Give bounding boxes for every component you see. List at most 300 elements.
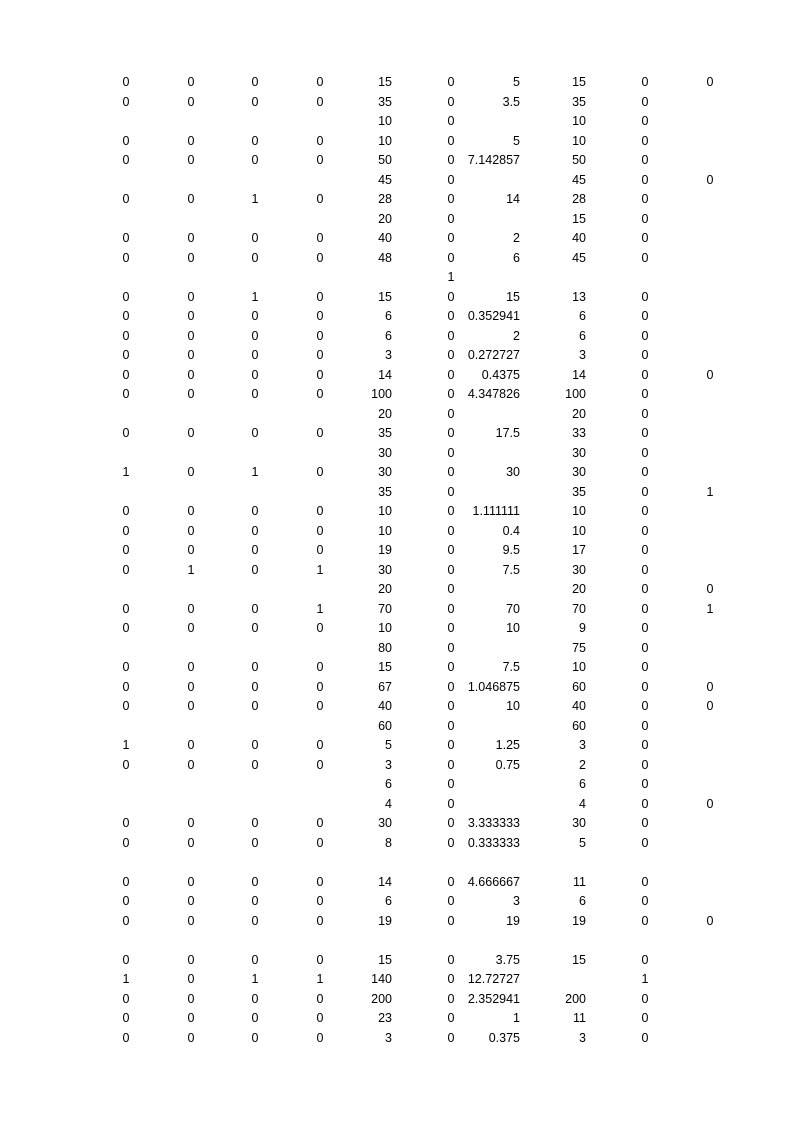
table-cell: 23 <box>378 1011 392 1025</box>
table-cell: 0 <box>641 387 649 401</box>
table-row <box>0 756 800 776</box>
table-cell: 0 <box>447 757 455 772</box>
table-row <box>0 424 800 444</box>
table-cell <box>695 346 725 366</box>
table-cell: 0 <box>122 952 130 967</box>
table-cell <box>695 775 725 795</box>
table-cell: 0 <box>187 757 195 772</box>
table-cell: 0 <box>187 874 195 889</box>
table-cell: 0 <box>641 913 649 928</box>
table-cell: 0 <box>447 94 455 109</box>
table-cell: 0 <box>447 874 455 889</box>
table-cell: 6 <box>513 250 520 265</box>
table-cell: 15 <box>572 211 586 226</box>
table-cell: 0 <box>187 543 195 557</box>
table-cell: 0 <box>251 952 259 967</box>
table-cell <box>305 795 335 815</box>
table-cell <box>695 93 725 113</box>
table-cell <box>305 444 335 464</box>
table-cell: 7.5 <box>502 660 520 674</box>
table-row <box>0 678 800 698</box>
table-cell: 0 <box>187 1030 195 1045</box>
table-cell: 0 <box>251 387 259 401</box>
table-cell: 0 <box>447 426 455 440</box>
table-cell: 200 <box>565 991 586 1006</box>
table-cell: 6 <box>385 309 392 323</box>
table-cell: 0 <box>316 192 324 206</box>
table-cell: 19 <box>506 913 520 928</box>
table-row <box>0 405 800 425</box>
table-cell: 0 <box>187 465 195 479</box>
table-cell: 70 <box>506 601 520 616</box>
table-cell <box>695 541 725 561</box>
table-cell: 0 <box>316 543 324 557</box>
table-cell: 0 <box>447 211 455 226</box>
table-cell <box>695 658 725 678</box>
table-cell: 0 <box>641 328 649 343</box>
table-cell: 0 <box>447 972 455 986</box>
table-row <box>0 307 800 327</box>
table-cell <box>111 775 141 795</box>
table-cell: 0 <box>251 426 259 440</box>
table-cell: 10 <box>506 621 520 635</box>
table-cell: 50 <box>378 153 392 167</box>
table-cell: 0 <box>122 367 130 382</box>
table-cell: 0 <box>187 328 195 343</box>
table-cell: 7.5 <box>502 562 520 577</box>
table-cell: 0 <box>251 1030 259 1045</box>
table-cell <box>695 405 725 425</box>
table-cell: 0 <box>251 367 259 382</box>
table-cell: 6 <box>385 777 392 791</box>
table-cell: 0 <box>187 133 195 148</box>
table-cell: 0 <box>641 289 649 304</box>
table-cell: 0 <box>447 796 455 811</box>
table-cell <box>458 639 520 659</box>
table-cell <box>111 171 141 191</box>
table-cell: 0 <box>447 250 455 265</box>
table-cell <box>305 639 335 659</box>
table-cell: 3 <box>579 348 586 362</box>
table-cell: 0 <box>122 289 130 304</box>
table-cell: 0 <box>251 231 259 245</box>
table-cell: 60 <box>378 718 392 733</box>
table-cell <box>458 112 520 132</box>
table-cell: 0 <box>706 582 714 596</box>
table-cell: 0 <box>187 660 195 674</box>
table-row <box>0 132 800 152</box>
table-cell <box>630 853 660 873</box>
table-cell: 0 <box>447 289 455 304</box>
table-cell: 1 <box>251 192 259 206</box>
table-cell: 0 <box>706 796 714 811</box>
table-cell <box>240 795 270 815</box>
table-cell: 0 <box>251 679 259 694</box>
table-cell: 0 <box>187 504 195 518</box>
table-cell: 0 <box>447 777 455 791</box>
table-cell: 2.352941 <box>467 991 520 1006</box>
table-cell: 1 <box>122 465 130 479</box>
table-cell: 0 <box>316 348 324 362</box>
table-cell: 3 <box>579 1030 586 1045</box>
table-cell: 0 <box>447 816 455 830</box>
table-cell <box>458 268 520 288</box>
table-cell: 40 <box>378 699 392 713</box>
table-cell <box>176 405 206 425</box>
table-cell: 0 <box>316 894 324 908</box>
table-cell: 0 <box>316 309 324 323</box>
table-cell: 10 <box>378 523 392 538</box>
table-cell: 0 <box>447 679 455 694</box>
table-cell: 0 <box>316 133 324 148</box>
table-cell: 0 <box>251 562 259 577</box>
table-cell: 80 <box>378 640 392 655</box>
table-cell: 200 <box>371 991 392 1006</box>
table-cell: 0 <box>641 523 649 538</box>
table-cell: 0 <box>122 543 130 557</box>
table-cell: 0 <box>316 504 324 518</box>
table-cell: 10 <box>572 504 586 518</box>
table-cell: 10 <box>506 699 520 713</box>
table-cell: 0 <box>447 387 455 401</box>
table-cell: 0 <box>447 621 455 635</box>
table-cell: 6 <box>579 328 586 343</box>
table-cell: 0 <box>316 679 324 694</box>
table-cell <box>695 522 725 542</box>
table-cell: 45 <box>572 172 586 187</box>
table-row <box>0 190 800 210</box>
table-cell: 0 <box>251 601 259 616</box>
table-cell: 14 <box>572 367 586 382</box>
table-cell: 20 <box>378 211 392 226</box>
table-row <box>0 658 800 678</box>
table-cell: 0 <box>122 348 130 362</box>
table-row <box>0 795 800 815</box>
table-cell: 0 <box>251 738 259 752</box>
table-cell: 0 <box>641 94 649 109</box>
table-cell: 0 <box>122 231 130 245</box>
table-cell <box>240 268 270 288</box>
table-cell <box>695 307 725 327</box>
table-cell: 30 <box>506 465 520 479</box>
table-cell: 0 <box>641 777 649 791</box>
table-cell: 0 <box>122 601 130 616</box>
table-cell: 0 <box>447 660 455 674</box>
table-cell: 0 <box>447 133 455 148</box>
table-cell: 0 <box>447 640 455 655</box>
table-cell <box>111 853 141 873</box>
table-cell <box>176 112 206 132</box>
table-cell: 0 <box>122 874 130 889</box>
table-cell <box>695 1029 725 1049</box>
table-cell <box>305 853 335 873</box>
table-row <box>0 229 800 249</box>
table-cell: 0 <box>641 952 649 967</box>
table-row <box>0 873 800 893</box>
table-row <box>0 288 800 308</box>
table-cell: 0 <box>641 192 649 206</box>
table-cell <box>695 424 725 444</box>
table-cell: 19 <box>378 913 392 928</box>
table-cell: 0 <box>447 562 455 577</box>
table-cell: 0 <box>447 445 455 460</box>
table-cell <box>176 444 206 464</box>
table-cell: 0 <box>641 309 649 323</box>
table-cell: 4 <box>385 796 392 811</box>
table-cell: 30 <box>378 562 392 577</box>
table-cell: 6 <box>579 777 586 791</box>
table-cell <box>695 288 725 308</box>
table-cell: 19 <box>572 913 586 928</box>
table-cell: 0 <box>187 952 195 967</box>
table-cell: 0 <box>316 289 324 304</box>
table-cell <box>695 717 725 737</box>
table-cell: 35 <box>572 484 586 499</box>
table-cell: 15 <box>572 75 586 89</box>
table-cell: 1 <box>251 465 259 479</box>
table-cell: 0 <box>447 952 455 967</box>
table-row <box>0 990 800 1010</box>
table-cell: 30 <box>572 445 586 460</box>
table-cell: 0 <box>187 601 195 616</box>
table-cell: 0 <box>706 75 714 89</box>
table-cell: 0 <box>447 153 455 167</box>
table-row <box>0 171 800 191</box>
table-row <box>0 93 800 113</box>
table-cell <box>695 502 725 522</box>
table-cell: 10 <box>572 133 586 148</box>
table-cell <box>240 483 270 503</box>
table-cell <box>176 853 206 873</box>
table-cell <box>305 171 335 191</box>
table-cell: 0 <box>316 231 324 245</box>
table-cell: 10 <box>572 660 586 674</box>
table-cell: 0 <box>316 913 324 928</box>
table-cell: 0 <box>641 601 649 616</box>
table-cell: 2 <box>513 231 520 245</box>
table-cell <box>695 561 725 581</box>
table-cell: 0 <box>447 309 455 323</box>
table-cell: 0 <box>641 991 649 1006</box>
table-cell: 14 <box>506 192 520 206</box>
table-cell: 0 <box>641 231 649 245</box>
table-cell: 40 <box>572 699 586 713</box>
table-cell: 0 <box>251 1011 259 1025</box>
table-cell: 0 <box>641 114 649 128</box>
table-cell <box>340 931 392 951</box>
table-row <box>0 892 800 912</box>
table-cell: 20 <box>378 582 392 596</box>
table-row <box>0 249 800 269</box>
table-cell: 0 <box>447 75 455 89</box>
table-cell: 0 <box>641 621 649 635</box>
table-cell <box>458 483 520 503</box>
table-row <box>0 522 800 542</box>
table-cell <box>240 210 270 230</box>
table-cell <box>240 171 270 191</box>
table-cell <box>305 717 335 737</box>
table-row <box>0 385 800 405</box>
table-row <box>0 73 800 93</box>
table-row <box>0 483 800 503</box>
table-cell: 0.375 <box>488 1030 520 1045</box>
table-cell <box>176 268 206 288</box>
table-cell <box>340 268 392 288</box>
table-cell: 1.111111 <box>472 504 520 518</box>
table-cell: 1.046875 <box>467 679 520 694</box>
table-row <box>0 1009 800 1029</box>
table-cell <box>240 717 270 737</box>
table-cell <box>111 405 141 425</box>
table-cell <box>534 853 586 873</box>
table-cell: 67 <box>378 679 392 694</box>
table-cell: 0 <box>641 211 649 226</box>
table-cell: 0 <box>122 1011 130 1025</box>
table-cell <box>240 853 270 873</box>
table-cell: 0 <box>447 114 455 128</box>
table-cell: 14 <box>378 367 392 382</box>
table-cell: 1 <box>187 562 195 577</box>
table-cell: 0 <box>187 289 195 304</box>
table-cell: 0 <box>316 1030 324 1045</box>
table-cell <box>305 210 335 230</box>
table-cell: 17 <box>572 543 586 557</box>
table-cell: 0 <box>641 640 649 655</box>
table-cell: 15 <box>378 660 392 674</box>
table-cell: 0 <box>447 894 455 908</box>
table-cell <box>695 210 725 230</box>
table-cell: 0 <box>187 94 195 109</box>
table-cell: 0 <box>706 679 714 694</box>
table-row <box>0 931 800 951</box>
table-cell: 0 <box>122 192 130 206</box>
table-cell: 0 <box>251 309 259 323</box>
table-cell <box>111 580 141 600</box>
table-cell: 40 <box>378 231 392 245</box>
table-cell: 3.333333 <box>467 816 520 830</box>
table-cell <box>695 1009 725 1029</box>
table-cell: 0 <box>641 699 649 713</box>
table-cell: 9.5 <box>502 543 520 557</box>
table-cell: 0 <box>316 367 324 382</box>
table-cell: 0 <box>187 972 195 986</box>
table-cell: 0.4375 <box>481 367 520 382</box>
table-cell: 0 <box>447 367 455 382</box>
table-cell: 30 <box>572 465 586 479</box>
table-cell: 0 <box>447 231 455 245</box>
table-cell: 12.72727 <box>467 972 520 986</box>
table-cell: 0 <box>316 94 324 109</box>
table-cell: 0 <box>447 523 455 538</box>
table-cell: 0.272727 <box>467 348 520 362</box>
table-cell <box>630 931 660 951</box>
table-cell: 0 <box>641 738 649 752</box>
table-cell: 30 <box>378 465 392 479</box>
table-cell: 0 <box>447 991 455 1006</box>
table-row <box>0 912 800 932</box>
table-cell <box>458 795 520 815</box>
table-cell <box>305 931 335 951</box>
table-cell: 20 <box>572 406 586 421</box>
table-cell: 5 <box>385 738 392 752</box>
table-cell: 0 <box>122 621 130 635</box>
table-cell: 45 <box>378 172 392 187</box>
table-cell <box>695 444 725 464</box>
table-cell: 0 <box>122 757 130 772</box>
table-cell: 0 <box>447 543 455 557</box>
table-cell <box>305 775 335 795</box>
table-cell: 0 <box>122 133 130 148</box>
table-cell: 35 <box>378 484 392 499</box>
table-cell: 0 <box>316 523 324 538</box>
table-cell: 1 <box>251 972 259 986</box>
table-cell: 0 <box>122 1030 130 1045</box>
table-cell: 0 <box>187 894 195 908</box>
table-cell: 3 <box>385 757 392 772</box>
table-row <box>0 717 800 737</box>
table-cell: 0 <box>251 504 259 518</box>
table-cell: 0 <box>447 718 455 733</box>
table-cell: 0 <box>641 367 649 382</box>
table-cell: 0 <box>316 660 324 674</box>
table-cell: 0 <box>251 523 259 538</box>
table-cell: 6 <box>579 894 586 908</box>
table-cell: 0 <box>187 699 195 713</box>
table-cell <box>111 112 141 132</box>
table-cell: 140 <box>371 972 392 986</box>
table-cell: 0 <box>447 328 455 343</box>
table-cell: 0 <box>641 562 649 577</box>
table-cell: 0 <box>122 153 130 167</box>
table-row <box>0 112 800 132</box>
table-cell: 15 <box>506 289 520 304</box>
table-cell <box>240 112 270 132</box>
table-cell <box>458 444 520 464</box>
table-cell: 9 <box>579 621 586 635</box>
table-row <box>0 1029 800 1049</box>
table-cell: 0 <box>316 250 324 265</box>
table-cell: 0 <box>316 816 324 830</box>
table-cell: 7.142857 <box>467 153 520 167</box>
table-cell: 0 <box>187 192 195 206</box>
table-cell: 0 <box>706 699 714 713</box>
table-cell: 48 <box>378 250 392 265</box>
table-cell: 0 <box>122 94 130 109</box>
table-cell: 0 <box>316 621 324 635</box>
table-cell: 10 <box>572 114 586 128</box>
table-cell <box>305 483 335 503</box>
table-cell: 1 <box>122 738 130 752</box>
table-cell <box>695 268 725 288</box>
table-cell: 0 <box>187 387 195 401</box>
table-cell: 0 <box>447 1030 455 1045</box>
table-cell: 0 <box>251 757 259 772</box>
table-cell <box>534 268 586 288</box>
table-cell: 0 <box>122 387 130 401</box>
table-cell: 60 <box>572 679 586 694</box>
table-cell <box>240 775 270 795</box>
table-cell <box>458 580 520 600</box>
table-cell: 3 <box>385 348 392 362</box>
table-cell <box>176 795 206 815</box>
table-cell: 0 <box>251 660 259 674</box>
table-row <box>0 736 800 756</box>
table-cell <box>458 931 520 951</box>
table-row <box>0 970 800 990</box>
table-cell: 60 <box>572 718 586 733</box>
table-cell <box>176 483 206 503</box>
table-cell <box>458 853 520 873</box>
